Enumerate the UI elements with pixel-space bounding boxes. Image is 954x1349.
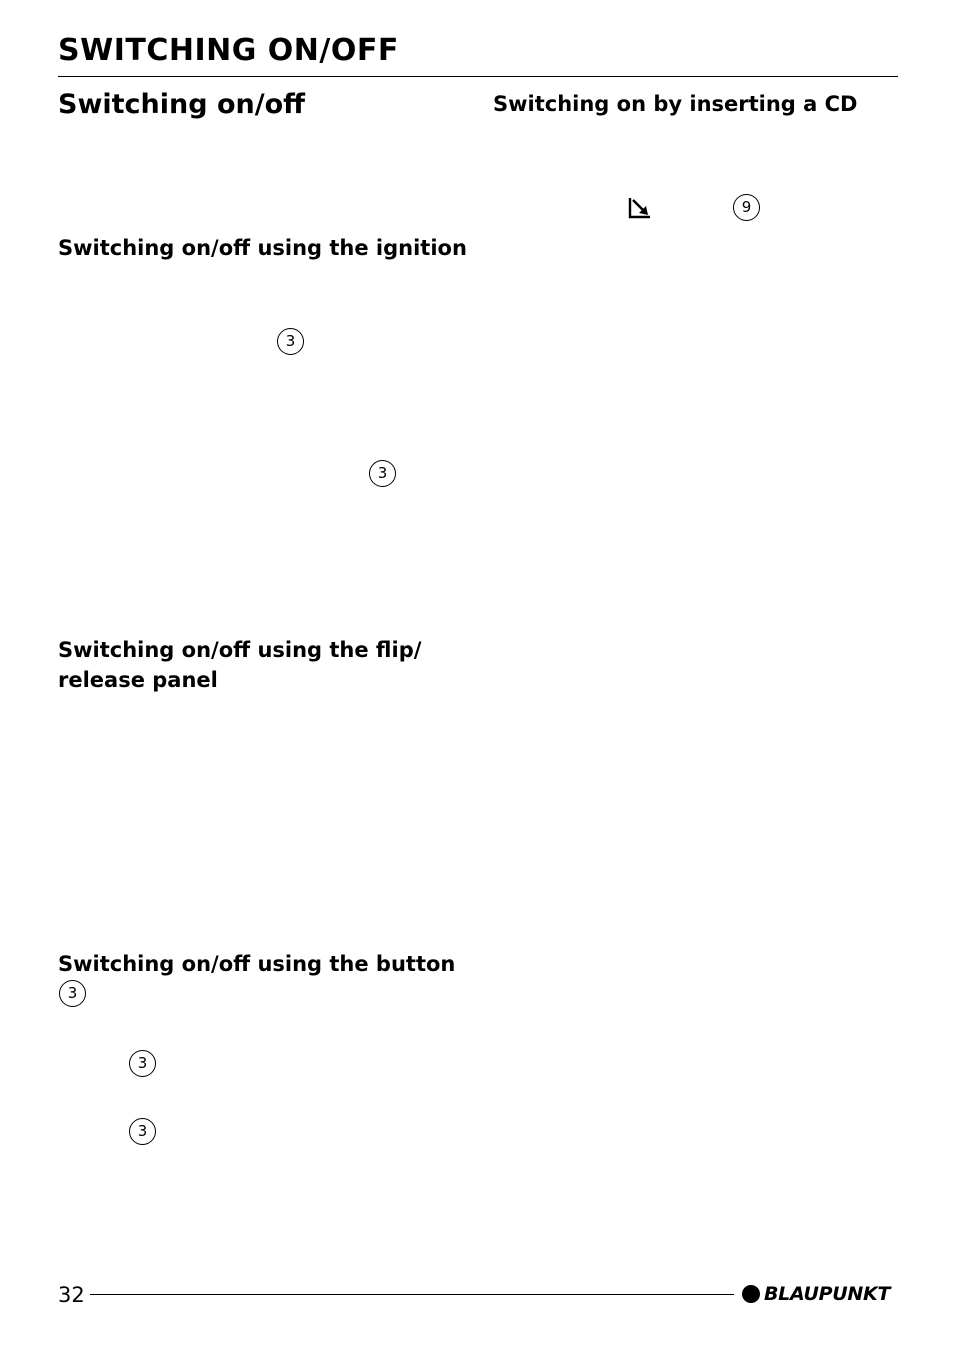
ignition-heading: Switching on/off using the ignition — [58, 236, 467, 260]
button-ref-3: 3 — [277, 328, 304, 355]
page-title: SWITCHING ON/OFF — [58, 33, 399, 68]
button-ref-3: 3 — [369, 460, 396, 487]
button-ref-3: 3 — [59, 980, 86, 1007]
page-number: 32 — [58, 1283, 85, 1307]
button-ref-3: 3 — [129, 1118, 156, 1145]
flip-panel-heading: Switching on/off using the flip/ release panel — [58, 638, 422, 692]
eject-icon — [628, 196, 652, 220]
brand-logo — [742, 1282, 890, 1306]
button-ref-3: 3 — [129, 1050, 156, 1077]
button-heading: Switching on/off using the button — [58, 952, 456, 976]
button-ref-9: 9 — [733, 194, 760, 221]
cd-heading: Switching on by inserting a CD — [493, 92, 858, 116]
footer-divider — [90, 1294, 734, 1295]
section-title: Switching on/off — [58, 89, 306, 120]
brand-dot-icon — [742, 1285, 760, 1303]
brand-name: BLAUPUNKT — [764, 1283, 891, 1305]
title-divider — [58, 76, 898, 77]
